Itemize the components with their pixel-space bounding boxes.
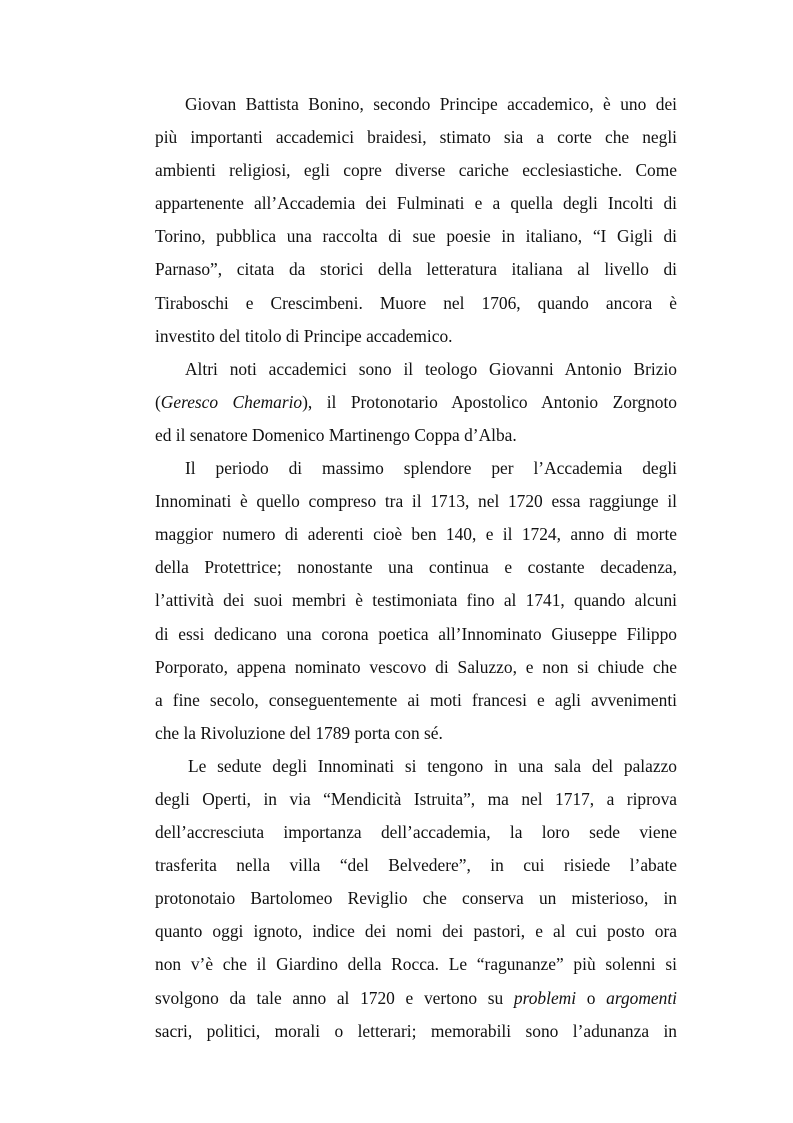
text-line: Porporato, appena nominato vescovo di Saluzzo, e non si chiude che xyxy=(155,656,677,677)
paragraph-1 xyxy=(155,88,677,353)
text-line: protonotaio Bartolomeo Reviglio che conserva un misterioso, in xyxy=(155,888,677,909)
text-line: della Protettrice; nonostante una continua e costante decadenza, xyxy=(155,557,677,578)
text-line: di essi dedicano una corona poetica all’Innominato Giuseppe Filippo xyxy=(155,623,677,644)
text-segment: ), il Protonotario Apostolico Antonio Zorgnoto xyxy=(302,391,677,412)
italic-pseudonym: Geresco Chemario xyxy=(160,391,303,412)
text-segment: svolgono da tale anno al 1720 e vertono su xyxy=(155,987,514,1008)
text-line: maggior numero di aderenti cioè ben 140, e il 1724, anno di morte xyxy=(155,524,677,545)
text-segment: o xyxy=(576,987,607,1008)
text-line: trasferita nella villa “del Belvedere”, in cui risiede l’abate xyxy=(155,855,677,876)
text-line: a fine secolo, conseguentemente ai moti francesi e agli avvenimenti xyxy=(155,689,677,710)
text-line xyxy=(155,386,677,419)
italic-term: problemi xyxy=(513,987,577,1008)
text-line: più importanti accademici braidesi, stimato sia a corte che negli xyxy=(155,127,677,148)
text-line: degli Operti, in via “Mendicità Istruita”, ma nel 1717, a riprova xyxy=(155,788,677,809)
text-line: Altri noti accademici sono il teologo Giovanni Antonio Brizio xyxy=(185,358,677,379)
document-page xyxy=(155,88,677,1048)
text-line: ed il senatore Domenico Martinengo Coppa d’Alba. xyxy=(155,424,517,445)
text-line: Le sedute degli Innominati si tengono in una sala del palazzo xyxy=(188,755,677,776)
paragraph-3 xyxy=(155,452,677,750)
text-line: l’attività dei suoi membri è testimoniata fino al 1741, quando alcuni xyxy=(155,590,677,611)
text-line: Parnaso”, citata da storici della letteratura italiana al livello di xyxy=(155,259,677,280)
text-line: Torino, pubblica una raccolta di sue poesie in italiano, “I Gigli di xyxy=(155,226,677,247)
text-line: Giovan Battista Bonino, secondo Principe accademico, è uno dei xyxy=(185,94,677,114)
text-line: non v’è che il Giardino della Rocca. Le “ragunanze” più solenni si xyxy=(155,954,677,975)
text-line: appartenente all’Accademia dei Fulminati e a quella degli Incolti di xyxy=(155,193,677,214)
text-line: Innominati è quello compreso tra il 1713, nel 1720 essa raggiunge il xyxy=(155,491,677,512)
text-segment: ( xyxy=(155,391,161,412)
paragraph-4 xyxy=(155,750,677,1048)
text-line: sacri, politici, morali o letterari; memorabili sono l’adunanza in xyxy=(155,1020,677,1041)
text-line xyxy=(155,982,677,1015)
paragraph-2 xyxy=(155,353,677,452)
text-line: che la Rivoluzione del 1789 porta con sé. xyxy=(155,722,443,743)
text-line: quanto oggi ignoto, indice dei nomi dei pastori, e al cui posto ora xyxy=(155,921,677,942)
text-line: Tiraboschi e Crescimbeni. Muore nel 1706, quando ancora è xyxy=(155,292,677,313)
text-line: investito del titolo di Principe accademico. xyxy=(155,325,453,346)
text-line: dell’accresciuta importanza dell’accademia, la loro sede viene xyxy=(155,822,677,843)
text-line: ambienti religiosi, egli copre diverse cariche ecclesiastiche. Come xyxy=(155,160,677,181)
text-line: Il periodo di massimo splendore per l’Accademia degli xyxy=(185,458,677,479)
italic-term: argomenti xyxy=(606,987,678,1008)
